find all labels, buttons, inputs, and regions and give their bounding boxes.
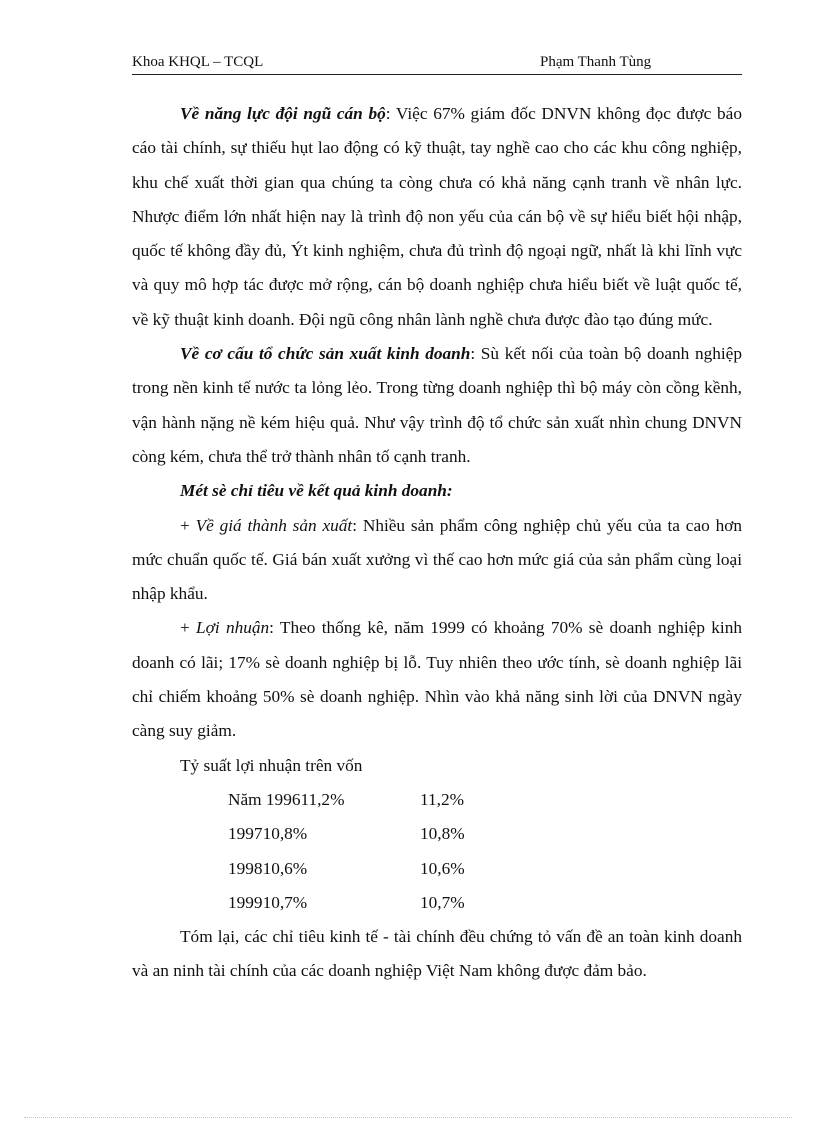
table-row [132, 817, 742, 851]
row-label: 199710,8% [228, 824, 308, 844]
document-body [132, 97, 742, 989]
paragraph-lead: Lợi nhuận [196, 618, 270, 638]
plus-marker: + [180, 515, 196, 535]
header-department: Khoa KHQL – TCQL [132, 54, 264, 70]
paragraph-lead: Về năng lực đội ngũ cán bộ [180, 104, 386, 123]
header-author: Phạm Thanh Tùng [540, 54, 652, 70]
paragraph-text: : Sù kết nối của toàn bộ doanh nghiệp trong nền kinh tế nước ta lỏng lẻo. Trong từng doanh nghiệp thì bộ máy còn cồng kềnh, vận hành nặng nề kém hiệu quả. Như vậy trình độ tổ chức sản xuất nhìn chung DNVN còng kém, chưa thể trở thành nhân tố cạnh tranh. [132, 344, 742, 466]
row-value: 11,2% [420, 789, 464, 809]
section-heading [132, 474, 742, 508]
paragraph-text: : Nhiều sản phẩm công nghiệp chủ yếu của ta cao hơn mức chuẩn quốc tế. Giá bán xuất xưởng vì thế cao hơn mức giá của sản phẩm cùng loại nhập khẩu. [132, 515, 742, 604]
row-label: 199910,7% [228, 892, 308, 912]
paragraph-text: : Việc 67% giám đốc DNVN không đọc được báo cáo tài chính, sự thiếu hụt lao động có kỹ thuật, tay nghề cao cho các khu công nghiệp, khu chế xuất thời gian qua chúng ta còng chưa có khả năng cạnh tranh về nhân lực. Nhược điểm lớn nhất hiện nay là trình độ non yếu của cán bộ về sự hiểu biết hội nhập, quốc tế không đầy đủ, Ýt kinh nghiệm, chưa đủ trình độ ngoại ngữ, nhất là khi lĩnh vực và quy mô hợp tác được mở rộng, cán bộ doanh nghiệp chưa hiểu biết về luật quốc tế, về kỹ thuật kinh doanh. Đội ngũ công nhân lành nghề chưa được đào tạo đúng mức. [132, 104, 742, 329]
page-bottom-rule [24, 1117, 792, 1118]
row-value: 10,7% [420, 892, 465, 912]
table-row [132, 783, 742, 817]
row-value: 10,8% [420, 824, 465, 844]
paragraph-conclusion: Tóm lại, các chỉ tiêu kinh tế - tài chính đều chứng tỏ vấn đề an toàn kinh doanh và an ninh tài chính của các doanh nghiệp Việt Nam không được đảm bảo. [132, 927, 742, 981]
row-value: 10,6% [420, 858, 465, 878]
page-header [132, 54, 742, 75]
paragraph-lead: Về cơ cấu tổ chức sản xuất kinh doanh [180, 344, 471, 364]
paragraph-org-structure [132, 337, 742, 474]
profit-rate-table [132, 783, 742, 920]
paragraph-text: : Theo thống kê, năm 1999 có khoảng 70% sè doanh nghiệp kinh doanh có lãi; 17% sè doanh nghiệp bị lỗ. Tuy nhiên theo ước tính, sè doanh nghiệp lãi chỉ chiếm khoảng 50% sè doanh nghiệp. Nhìn vào khả năng sinh lời của DNVN ngày càng suy giảm. [132, 618, 742, 741]
table-row [132, 852, 742, 886]
paragraph-lead: Về giá thành sản xuất [195, 515, 353, 535]
plus-marker: + [180, 618, 197, 638]
paragraph-staff-capacity [132, 97, 742, 337]
row-label: Năm 199611,2% [228, 789, 345, 809]
paragraph-production-cost [132, 509, 742, 612]
heading-text: Mét sè chỉ tiêu về kết quả kinh doanh: [180, 481, 453, 501]
row-label: 199810,6% [228, 858, 308, 878]
table-row [132, 886, 742, 920]
paragraph-profit [132, 611, 742, 748]
table-title: Tỷ suất lợi nhuận trên vốn [180, 755, 363, 775]
